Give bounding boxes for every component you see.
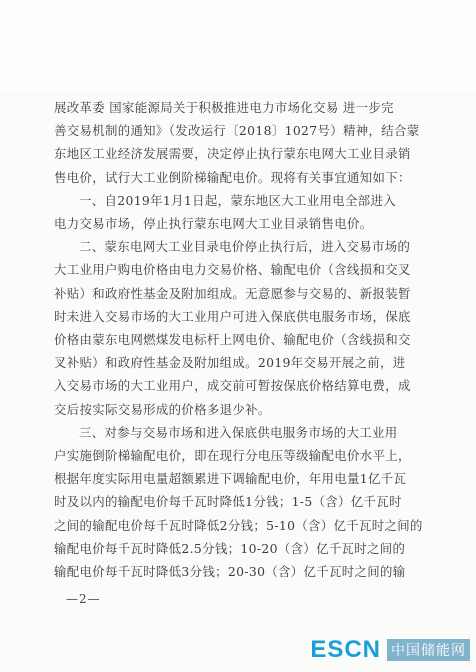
text-line: 展改革委 国家能源局关于积极推进电力市场化交易 进一步完 [54, 100, 394, 115]
text-line: 时及以内的输配电价每千瓦时降低1分钱；1-5（含）亿千瓦时 [54, 494, 402, 510]
text-line: 售电价，试行大工业倒阶梯输配电价。现将有关事宜通知如下： [54, 169, 411, 185]
text-line: 交后按实际交易形成的价格多退少补。 [54, 401, 271, 417]
paragraph-2-start: 二、蒙东电网大工业目录电价停止执行后，进入交易市场的 [79, 239, 411, 255]
paragraph-3-start: 三、对参与交易市场和进入保底供电服务市场的大工业用 [79, 424, 398, 440]
watermark-logo: ESCN [310, 636, 381, 663]
text-line: 之间的输配电价每千瓦时降低2分钱；5-10（含）亿千瓦时之间的 [54, 517, 423, 533]
document-body [54, 96, 440, 583]
watermark [310, 636, 470, 664]
text-line: 输配电价每千瓦时降低3分钱；20-30（含）亿千瓦时之间的输 [54, 564, 406, 580]
page-number: —2— [66, 592, 101, 606]
text-line: 电力交易市场，停止执行蒙东电网大工业目录销售电价。 [54, 216, 373, 232]
text-line: 大工业用户购电价格由电力交易价格、输配电价（含线损和交叉 [54, 262, 411, 278]
text-line: 补贴）和政府性基金及附加组成。无意愿参与交易的、新报装暂 [54, 285, 411, 301]
text-line: 叉补贴）和政府性基金及附加组成。2019年交易开展之前，进 [54, 355, 406, 371]
text-line: 善交易机制的通知》（发改运行〔2018〕1027号）精神，结合蒙 [54, 123, 420, 139]
text-line: 价格由蒙东电网燃煤发电标杆上网电价、输配电价（含线损和交 [54, 332, 411, 348]
text-line: 时未进入交易市场的大工业用户可进入保底供电服务市场，保底 [54, 308, 411, 324]
watermark-text: 中国储能网 [387, 639, 470, 661]
text-line: 输配电价每千瓦时降低2.5分钱；10-20（含）亿千瓦时之间的 [54, 540, 406, 556]
paragraph-1-start: 一、自2019年1月1日起，蒙东地区大工业用电全部进入 [79, 192, 396, 208]
text-line: 根据年度实际用电量超额累进下调输配电价，年用电量1亿千瓦 [54, 471, 407, 487]
page-top-margin [0, 0, 476, 92]
text-line: 户实施倒阶梯输配电价，即在现行分电压等级输配电价水平上， [54, 448, 411, 464]
text-line: 东地区工业经济发展需要，决定停止执行蒙东电网大工业目录销 [54, 146, 411, 162]
text-line: 入交易市场的大工业用户，成交前可暂按保底价格结算电费，成 [54, 378, 411, 394]
